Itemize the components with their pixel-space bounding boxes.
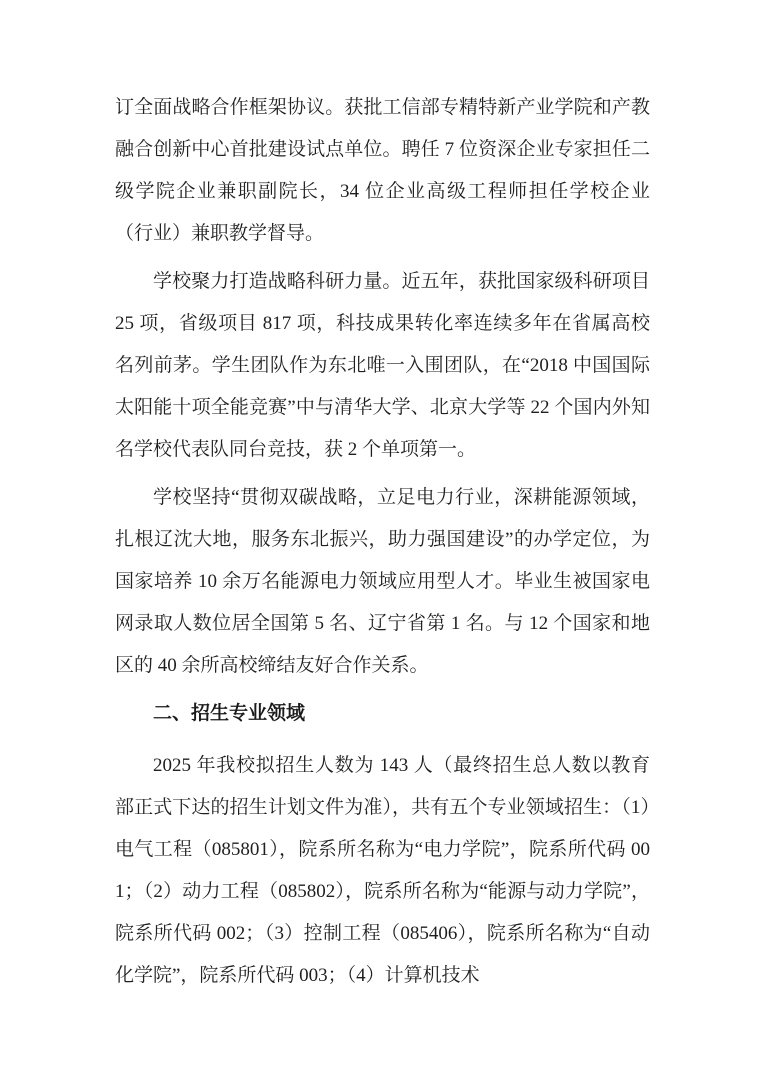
paragraph-scientific-research: 学校聚力打造战略科研力量。近五年，获批国家级科研项目 25 项，省级项目 817 项，科技成果转化率连续多年在省属高校名列前茅。学生团队作为东北唯一入围团队，在“2018 中国国际太阳能十项全能竞赛”中与清华大学、北京大学等 22 个国内外知名学校代表队同台竞技，获 2 个单项第一。 <box>115 271 650 460</box>
paragraph-enrollment-plan: 2025 年我校拟招生人数为 143 人（最终招生总人数以教育部正式下达的招生计划文件为准），共有五个专业领域招生：（1）电气工程（085801），院系所名称为“电力学院”，院系所代码 001；（2）动力工程（085802），院系所名称为“能源与动力学院”，院系所代码 002；（3）控制工程（085406），院系所名称为“自动化学院”，院系所代码 003；（4）计算机技术 <box>115 755 650 986</box>
paragraph-industry-cooperation: 订全面战略合作框架协议。获批工信部专精特新产业学院和产教融合创新中心首批建设试点单位。聘任 7 位资深企业专家担任二级学院企业兼职副院长，34 位企业高级工程师担任学校企业（行业）兼职教学督导。 <box>115 97 650 244</box>
paragraph-school-positioning: 学校坚持“贯彻双碳战略，立足电力行业，深耕能源领域，扎根辽沈大地，服务东北振兴，助力强国建设”的办学定位，为国家培养 10 余万名能源电力领域应用型人才。毕业生被国家电网录取人数位居全国第 5 名、辽宁省第 1 名。与 12 个国家和地区的 40 余所高校缔结友好合作关系。 <box>115 487 650 676</box>
section-heading-enrollment-fields: 二、招生专业领域 <box>153 703 306 724</box>
